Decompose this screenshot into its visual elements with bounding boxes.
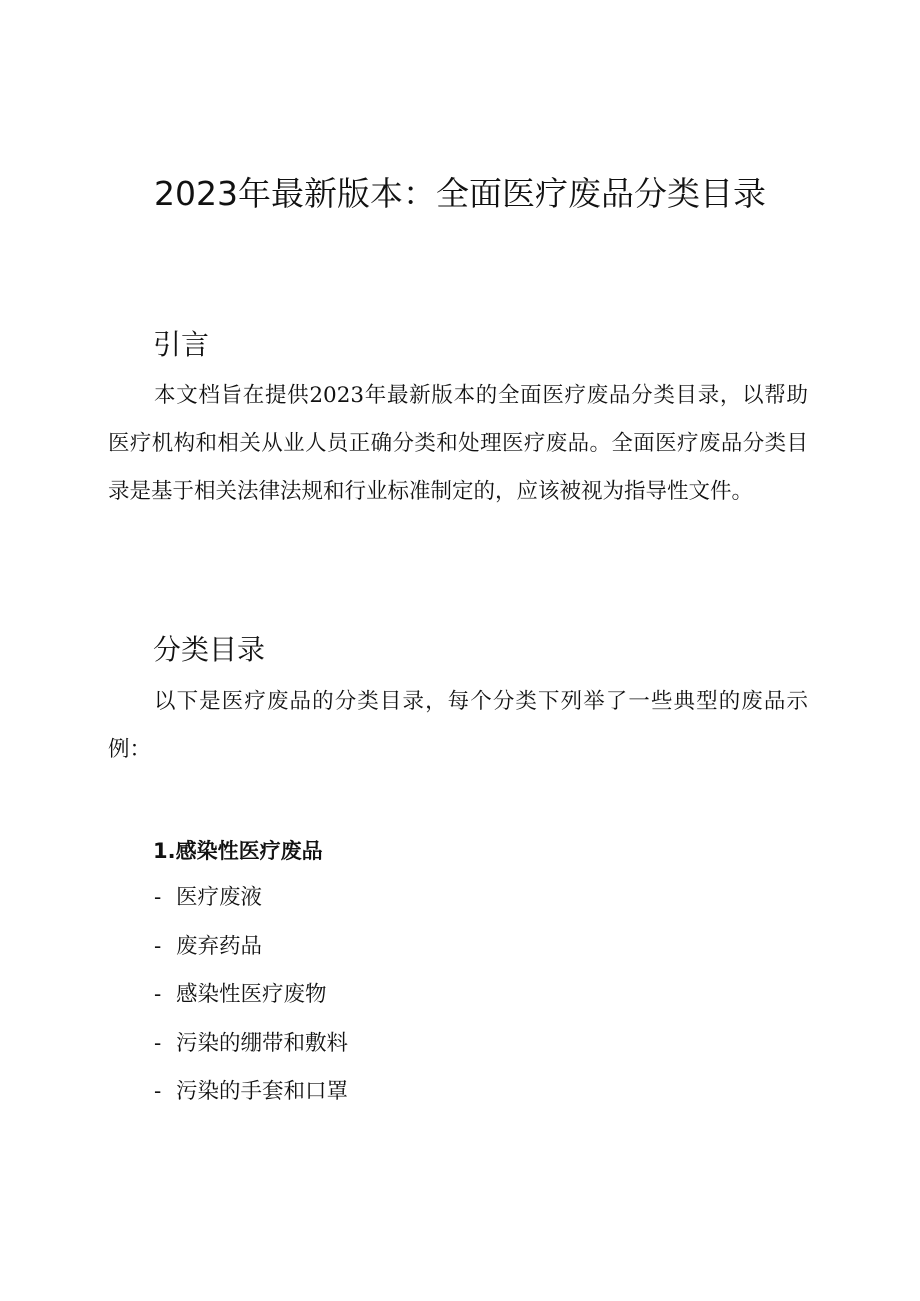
list-item-label: 污染的手套和口罩 (176, 1079, 349, 1104)
list-dash: - (154, 982, 162, 1007)
catalog-intro-paragraph: 以下是医疗废品的分类目录，每个分类下列举了一些典型的废品示例： (108, 689, 808, 762)
list-item-label: 医疗废液 (176, 885, 263, 910)
list-item (154, 876, 348, 925)
document-title: 2023年最新版本：全面医疗废品分类目录 (154, 174, 766, 213)
list-item-label: 污染的绷带和敷料 (176, 1030, 349, 1056)
list-item-label: 废弃药品 (176, 933, 263, 959)
list-dash: - (154, 1079, 162, 1104)
list-item-label: 感染性医疗废物 (176, 982, 327, 1007)
list-item (154, 973, 348, 1022)
list-item (154, 1022, 348, 1071)
list-dash: - (154, 933, 162, 959)
list-dash: - (154, 885, 162, 910)
list-item (154, 925, 348, 974)
list-dash: - (154, 1030, 162, 1056)
section-heading-catalog: 分类目录 (153, 633, 266, 666)
category-heading-infectious-waste: 1.感染性医疗废品 (153, 839, 323, 863)
introduction-paragraph: 本文档旨在提供2023年最新版本的全面医疗废品分类目录，以帮助医疗机构和相关从业人员正确分类和处理医疗废品。全面医疗废品分类目录是基于相关法律法规和行业标准制定的，应该被视为指导性文件。 (108, 383, 808, 504)
waste-item-list (154, 876, 348, 1119)
list-item (154, 1070, 348, 1119)
section-heading-introduction: 引言 (153, 328, 210, 361)
